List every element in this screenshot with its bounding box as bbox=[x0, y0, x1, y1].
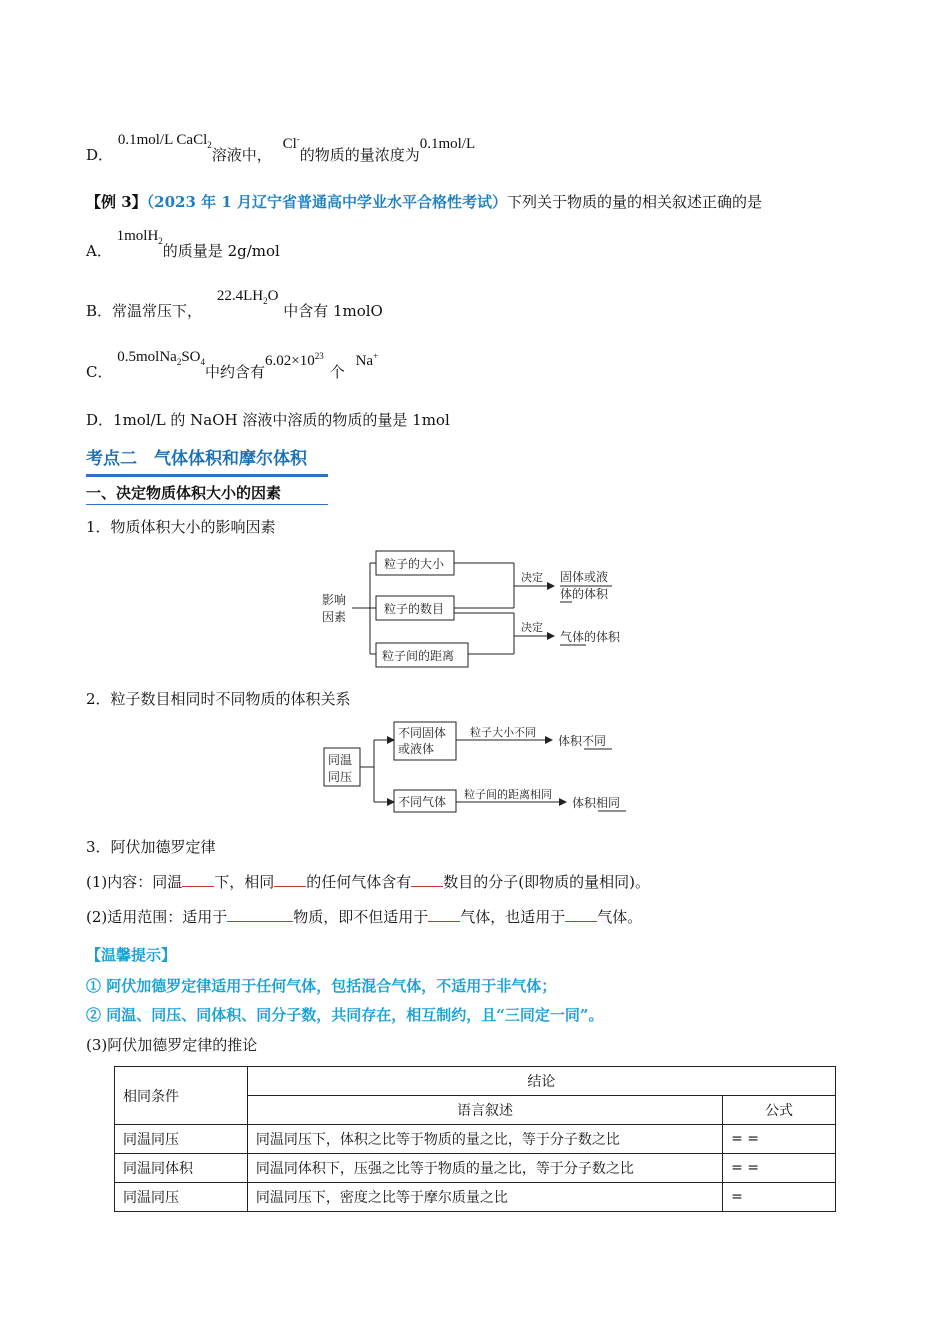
blank bbox=[182, 872, 214, 887]
law-scope: (2)适用范围：适用于 物质，即不但适用于 气体，也适用于 气体。 bbox=[86, 908, 643, 926]
factor-label: 粒子间的距离 bbox=[382, 649, 455, 663]
diagram-root-label: 因素 bbox=[322, 610, 347, 624]
diagram-factors bbox=[318, 546, 638, 670]
section-title: 考点二 气体体积和摩尔体积 bbox=[86, 449, 307, 469]
formula-na-ion: Na+ bbox=[355, 351, 379, 369]
formula-na2so4: $0.5molNa_2SO_4$ bbox=[117, 349, 206, 367]
tip-line-1: ① 阿伏加德罗定律适用于任何气体，包括混合气体，不适用于非气体； bbox=[86, 977, 557, 995]
paragraph-infer: (3)阿伏加德罗定律的推论 bbox=[86, 1036, 258, 1054]
decide-label: 决定 bbox=[521, 571, 543, 584]
option-label: C． bbox=[86, 363, 113, 381]
formula-avogadro: $6.02\times 10^{23}$ bbox=[265, 351, 324, 369]
result-label: 固体或液 bbox=[560, 570, 609, 584]
header-conclusion: 结论 bbox=[247, 1067, 835, 1096]
header-condition: 相同条件 bbox=[115, 1067, 248, 1125]
option-text: 1mol/L 的 NaOH 溶液中溶质的物质的量是 1mol bbox=[113, 411, 450, 429]
option-text: 溶液中， bbox=[211, 146, 272, 164]
option-a bbox=[86, 224, 280, 260]
blank bbox=[274, 872, 306, 887]
arrow-label: 粒子间的距离相同 bbox=[464, 788, 552, 801]
diagram-root-label: 影响 bbox=[322, 593, 347, 607]
example-question: 下列关于物质的量的相关叙述正确的是 bbox=[507, 193, 763, 211]
factor-label: 粒子的大小 bbox=[384, 557, 445, 571]
option-text: 中约含有 bbox=[205, 363, 266, 381]
decide-label: 决定 bbox=[521, 621, 543, 634]
case-label: 不同气体 bbox=[398, 795, 447, 809]
table-header-row bbox=[115, 1067, 836, 1096]
header-language: 语言叙述 bbox=[247, 1096, 722, 1125]
option-text: 中含有 1molO bbox=[283, 302, 383, 320]
option-label: A． bbox=[86, 242, 112, 260]
paragraph-1: 1．物质体积大小的影响因素 bbox=[86, 518, 276, 536]
table-row: 同温同压 同温同压下，体积之比等于物质的量之比，等于分子数之比 = = bbox=[115, 1125, 836, 1154]
factor-label: 粒子的数目 bbox=[384, 602, 445, 616]
case-label: 不同固体 bbox=[398, 726, 447, 740]
result-label: 体积相同 bbox=[572, 796, 621, 810]
subsection-divider bbox=[86, 504, 328, 505]
option-text: 的质量是 2g/mol bbox=[162, 242, 280, 260]
option-label: D． bbox=[86, 411, 114, 429]
table-row: 同温同压 同温同压下，密度之比等于摩尔质量之比 = bbox=[115, 1183, 836, 1212]
formula-h2o: $22.4LH_2O$ bbox=[216, 288, 279, 306]
root-label: 同压 bbox=[328, 770, 353, 784]
root-label: 同温 bbox=[328, 753, 353, 767]
paragraph-2: 2．粒子数目相同时不同物质的体积关系 bbox=[86, 690, 351, 708]
paragraph-3: 3．阿伏加德罗定律 bbox=[86, 838, 216, 856]
option-label: D． bbox=[86, 146, 114, 164]
tip-line-2: ② 同温、同压、同体积、同分子数，共同存在，相互制约，且“三同定一同”。 bbox=[86, 1006, 604, 1024]
section-divider bbox=[86, 474, 328, 477]
header-formula: 公式 bbox=[723, 1096, 836, 1125]
result-label: 体的体积 bbox=[560, 587, 609, 601]
subsection-title: 一、决定物质体积大小的因素 bbox=[86, 484, 282, 502]
result-label: 体积不同 bbox=[558, 734, 607, 748]
arrow-label: 粒子大小不同 bbox=[470, 726, 536, 739]
formula-h2: 1molH$_2$ bbox=[116, 228, 163, 246]
tip-title: 【温馨提示】 bbox=[86, 946, 177, 964]
law-content: (1)内容：同温 下，相同 的任何气体含有 数目的分子(即物质的量相同)。 bbox=[86, 873, 650, 891]
blank bbox=[565, 907, 597, 922]
option-d-top bbox=[86, 128, 476, 164]
option-text: 个 bbox=[329, 363, 345, 381]
example-tag: 【例 3】 bbox=[86, 193, 147, 211]
diagram-volume-relation bbox=[320, 718, 630, 814]
formula-cl-ion: Cl- bbox=[282, 134, 300, 152]
option-text: 的物质的量浓度为 bbox=[299, 146, 420, 164]
option-b bbox=[86, 284, 383, 320]
table-row: 同温同体积 同温同体积下，压强之比等于物质的量之比，等于分子数之比 = = bbox=[115, 1154, 836, 1183]
formula-cacl2: 0.1mol/L CaCl$_2$ bbox=[117, 132, 212, 150]
example3-heading bbox=[86, 191, 762, 212]
blank bbox=[428, 907, 460, 922]
option-c bbox=[86, 345, 379, 381]
inference-table bbox=[114, 1066, 836, 1212]
option-label: B．常温常压下， bbox=[86, 302, 203, 320]
blank bbox=[411, 872, 443, 887]
result-label: 气体的体积 bbox=[560, 630, 621, 644]
formula-conc: 0.1mol/L bbox=[419, 136, 476, 152]
option-d bbox=[86, 409, 450, 430]
example-source: （2023 年 1 月辽宁省普通高中学业水平合格性考试） bbox=[146, 193, 508, 211]
case-label: 或液体 bbox=[398, 742, 435, 756]
blank bbox=[227, 907, 293, 922]
